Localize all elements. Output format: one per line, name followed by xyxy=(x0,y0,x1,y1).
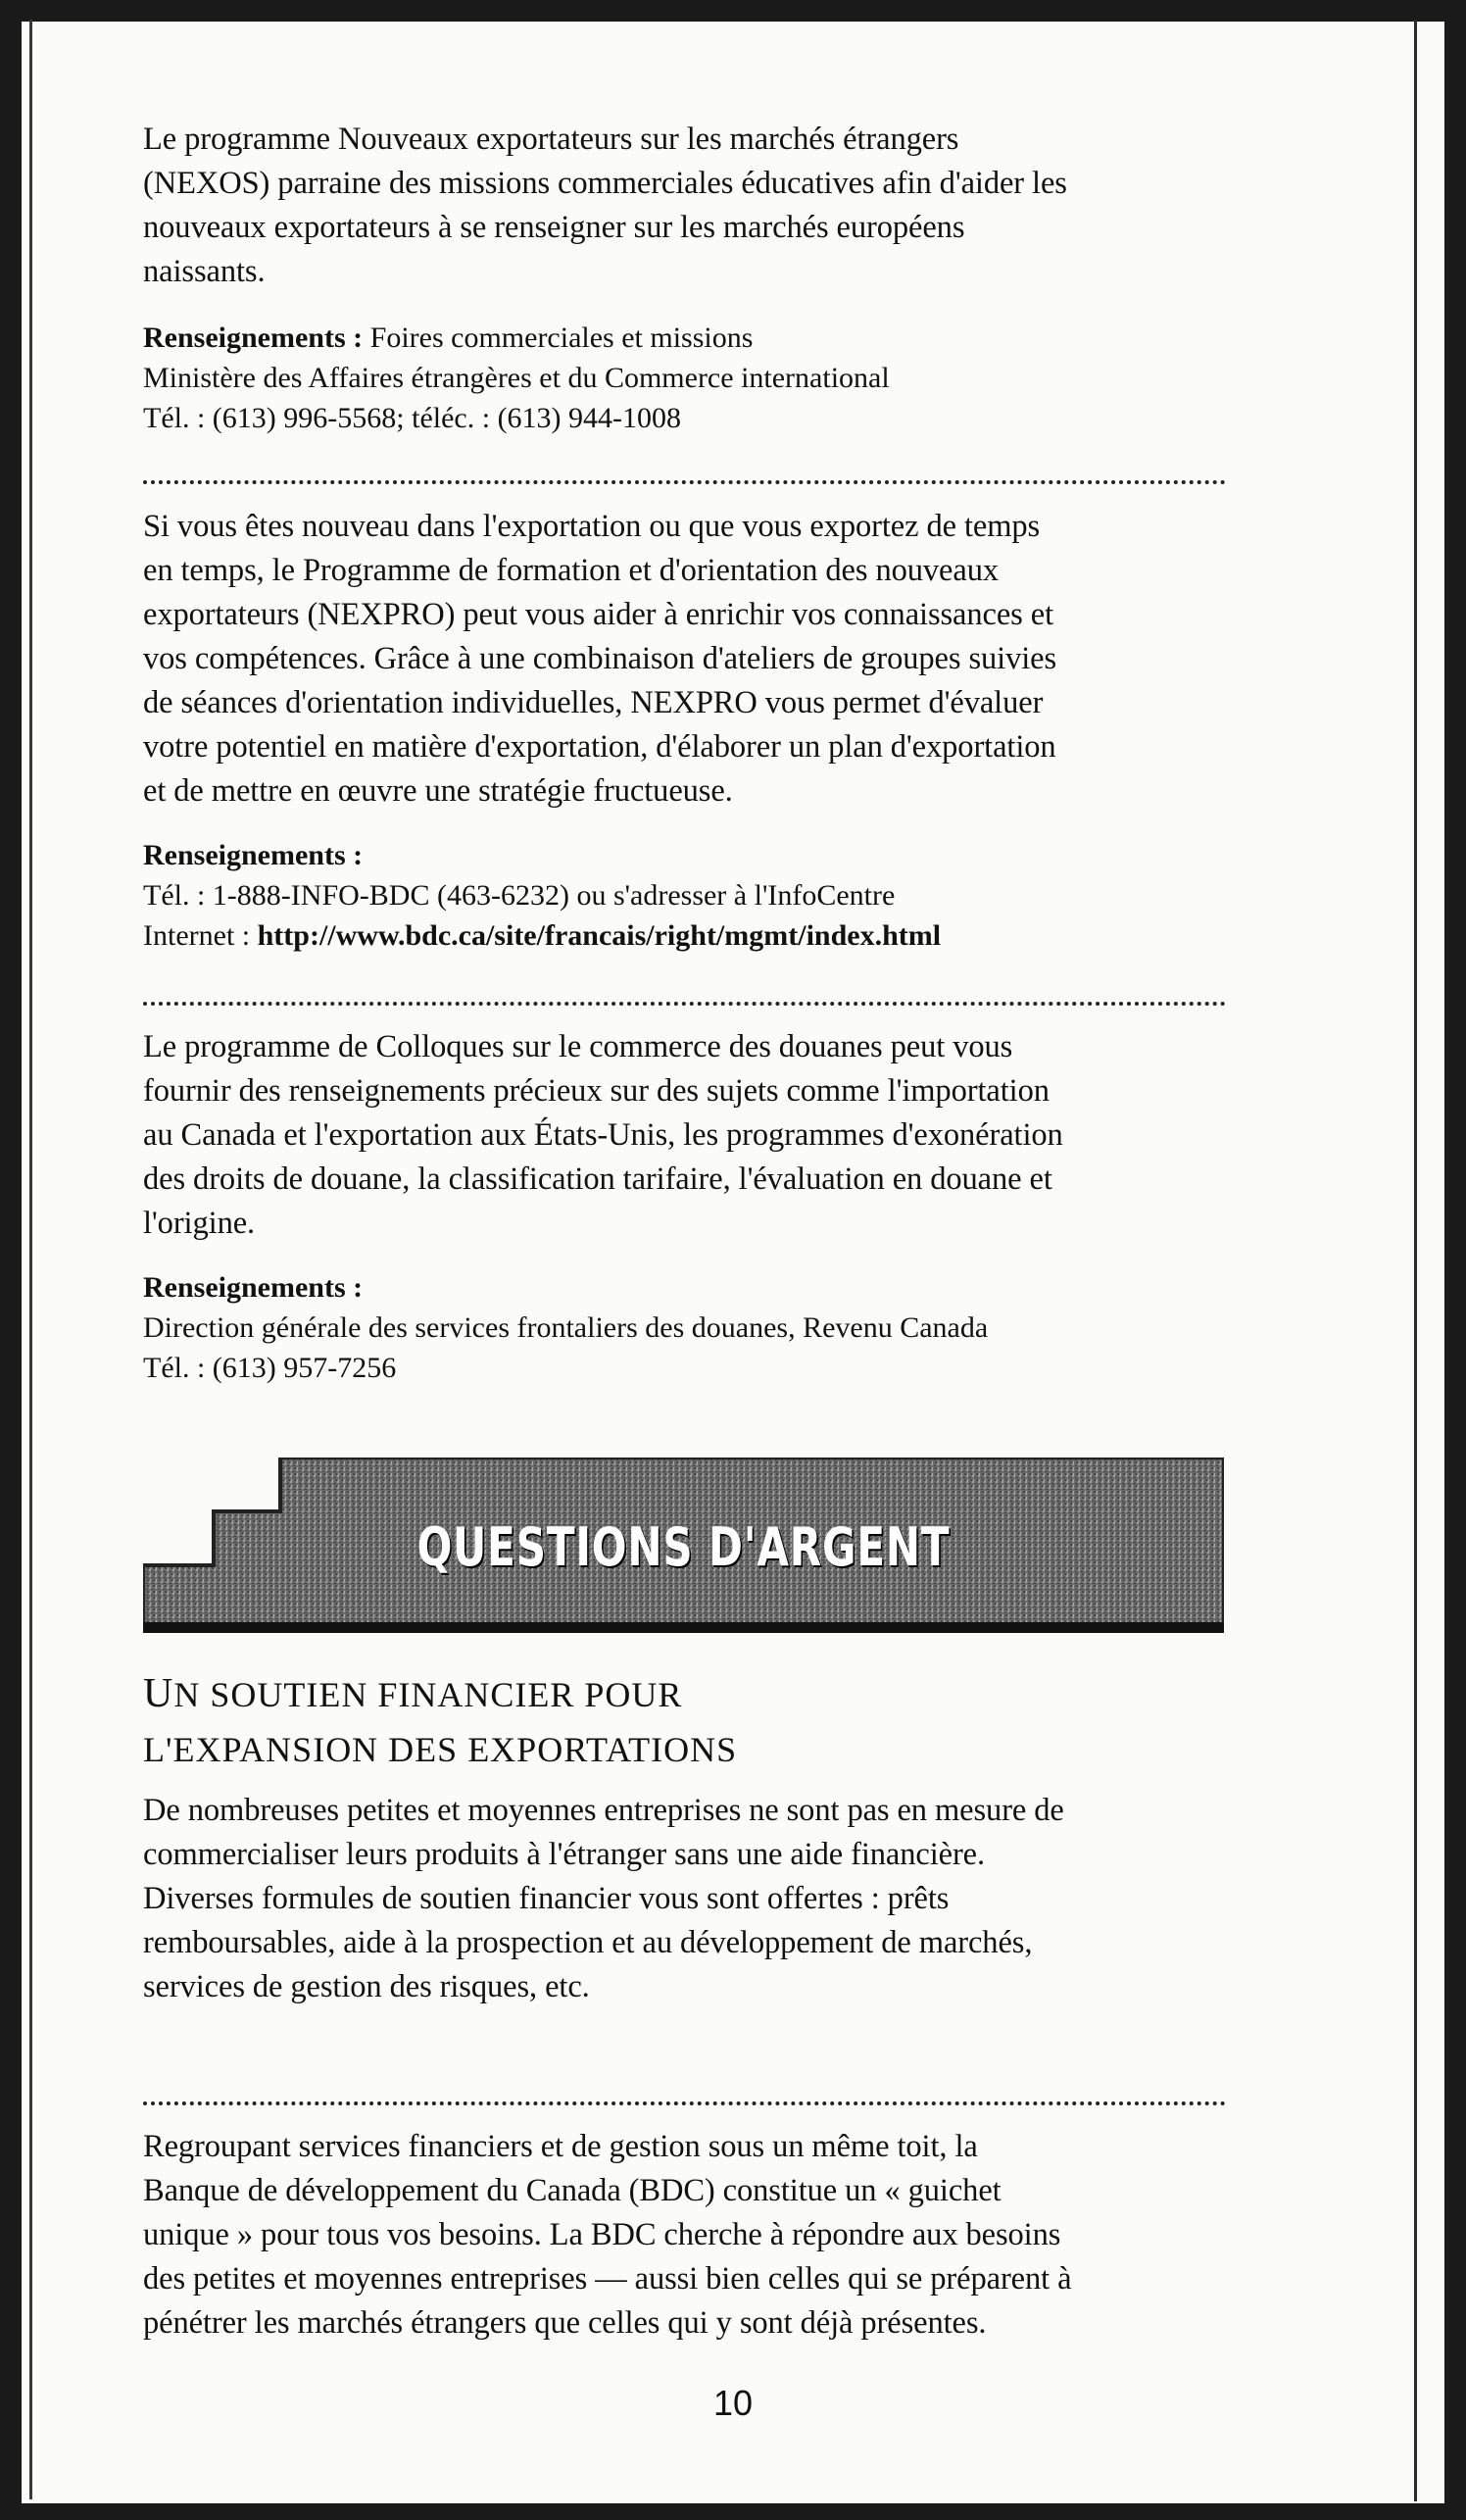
heading-line: N SOUTIEN FINANCIER POUR xyxy=(173,1675,683,1714)
info-label: Renseignements : xyxy=(143,839,364,871)
douanes-contact xyxy=(143,1267,1226,1388)
text-line: des petites et moyennes entreprises — aussi bien celles qui se préparent à xyxy=(143,2261,1072,2297)
info-text: Tél. : (613) 996-5568; téléc. : (613) 944-1008 xyxy=(143,402,682,434)
page-number: 10 xyxy=(712,2383,754,2423)
nexpro-contact xyxy=(143,835,1226,956)
text-line: fournir des renseignements précieux sur des sujets comme l'importation xyxy=(143,1073,1050,1109)
heading-initial: U xyxy=(143,1671,174,1716)
text-line: en temps, le Programme de formation et d'orientation des nouveaux xyxy=(143,553,1000,588)
text-line: vos compétences. Grâce à une combinaison d'ateliers de groupes suivies xyxy=(143,641,1057,676)
info-text: Tél. : 1-888-INFO-BDC (463-6232) ou s'adresser à l'InfoCentre xyxy=(143,879,896,912)
info-text: Tél. : (613) 957-7256 xyxy=(143,1352,397,1384)
nexos-section xyxy=(143,118,1226,438)
text-line: au Canada et l'exportation aux États-Unis, les programmes d'exonération xyxy=(143,1117,1063,1153)
text-line: remboursables, aide à la prospection et au développement de marchés, xyxy=(143,1925,1033,1960)
text-line: unique » pour tous vos besoins. La BDC cherche à répondre aux besoins xyxy=(143,2217,1061,2252)
text-line: pénétrer les marchés étrangers que celles qui y sont déjà présentes. xyxy=(143,2305,987,2341)
text-line: des droits de douane, la classification tarifaire, l'évaluation en douane et xyxy=(143,1161,1052,1197)
text-line: naissants. xyxy=(143,254,266,289)
financing-section xyxy=(143,1666,1226,2009)
text-line: Diverses formules de soutien financier vous sont offertes : prêts xyxy=(143,1881,950,1916)
text-line: commercialiser leurs produits à l'étranger sans une aide financière. xyxy=(143,1837,986,1872)
dotted-divider xyxy=(143,1002,1226,1006)
bdc-section xyxy=(143,2125,1226,2346)
scan-edge-left xyxy=(29,20,32,2499)
douanes-section xyxy=(143,1025,1226,1388)
text-line: Le programme de Colloques sur le commerce des douanes peut vous xyxy=(143,1029,1013,1064)
text-line: exportateurs (NEXPRO) peut vous aider à enrichir vos connaissances et xyxy=(143,597,1053,632)
nexpro-section xyxy=(143,505,1226,956)
text-line: (NEXOS) parraine des missions commerciales éducatives afin d'aider les xyxy=(143,166,1067,201)
text-line: Le programme Nouveaux exportateurs sur les marchés étrangers xyxy=(143,122,959,157)
section-heading xyxy=(143,1666,1226,1777)
internet-link[interactable]: http://www.bdc.ca/site/francais/right/mgmt/index.html xyxy=(257,919,942,952)
text-line: Si vous êtes nouveau dans l'exportation ou que vous exportez de temps xyxy=(143,509,1041,544)
nexpro-paragraph xyxy=(143,505,1226,814)
bdc-paragraph xyxy=(143,2125,1226,2346)
info-text: Ministère des Affaires étrangères et du Commerce international xyxy=(143,362,890,394)
text-line: et de mettre en œuvre une stratégie fructueuse. xyxy=(143,773,733,809)
info-text: Foires commerciales et missions xyxy=(369,321,754,354)
dotted-divider xyxy=(143,480,1226,484)
text-line: De nombreuses petites et moyennes entreprises ne sont pas en mesure de xyxy=(143,1793,1064,1828)
scan-edge-right xyxy=(1414,20,1417,2501)
douanes-paragraph xyxy=(143,1025,1226,1246)
info-label: Renseignements : xyxy=(143,1271,364,1304)
text-line: services de gestion des risques, etc. xyxy=(143,1969,590,2004)
nexos-paragraph xyxy=(143,118,1226,294)
nexos-contact xyxy=(143,318,1226,438)
internet-label: Internet : xyxy=(143,919,251,952)
text-line: Regroupant services financiers et de gestion sous un même toit, la xyxy=(143,2129,978,2164)
info-text: Direction générale des services frontaliers des douanes, Revenu Canada xyxy=(143,1311,989,1344)
text-line: votre potentiel en matière d'exportation, d'élaborer un plan d'exportation xyxy=(143,729,1056,765)
heading-line: L'EXPANSION DES EXPORTATIONS xyxy=(143,1730,738,1769)
banner-title: QUESTIONS D'ARGENT xyxy=(416,1516,951,1578)
info-label: Renseignements : xyxy=(143,321,364,354)
text-line: l'origine. xyxy=(143,1206,256,1241)
dotted-divider xyxy=(143,2101,1226,2105)
text-line: de séances d'orientation individuelles, NEXPRO vous permet d'évaluer xyxy=(143,685,1044,720)
financing-paragraph xyxy=(143,1789,1226,2009)
text-line: Banque de développement du Canada (BDC) constitue un « guichet xyxy=(143,2173,1002,2208)
text-line: nouveaux exportateurs à se renseigner sur les marchés européens xyxy=(143,210,965,245)
section-banner xyxy=(143,1458,1224,1633)
